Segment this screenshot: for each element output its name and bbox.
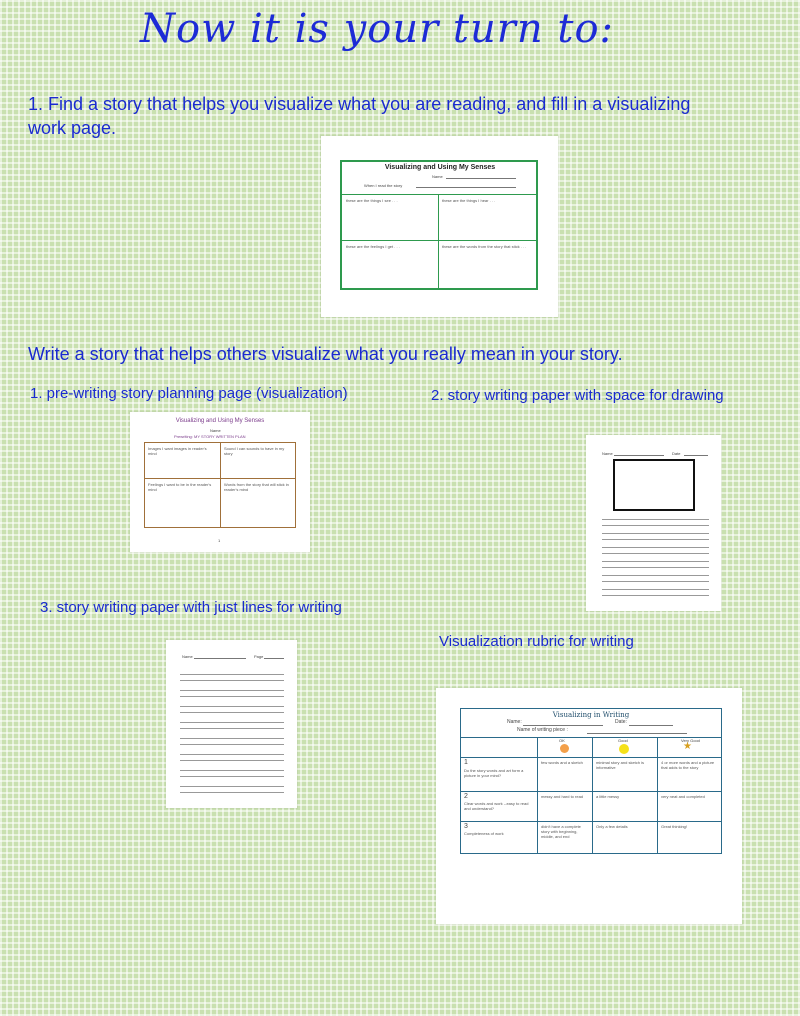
writing-line (602, 519, 709, 520)
worksheet-frame (340, 160, 538, 290)
grid-divider (537, 737, 538, 853)
drawing-writing-paper-thumbnail[interactable] (586, 435, 721, 611)
planning-cell: Images I want images in reader's mind (148, 446, 207, 456)
writing-line (602, 547, 709, 548)
step-2-instruction: Write a story that helps others visualize what you really mean in your story. (28, 344, 623, 364)
grid-divider (342, 240, 538, 241)
rubric-criterion: Clear words and work --easy to read and understand? (464, 801, 529, 811)
rubric-label: Visualization rubric for writing (439, 633, 634, 650)
writing-line (602, 581, 709, 582)
planning-page-number: 1 (218, 538, 221, 543)
rubric-date-label: Date: (615, 719, 627, 725)
step-1-instruction: 1. Find a story that helps you visualize what you are reading, and fill in a visualizing work page. (28, 94, 691, 138)
piece-line (587, 733, 687, 734)
item-1-label: 1. pre-writing story planning page (visualization) (30, 385, 348, 402)
worksheet-cell: these are the things I hear . . . (442, 198, 496, 203)
prewriting-planning-thumbnail[interactable] (130, 412, 310, 552)
writing-line (602, 539, 709, 540)
worksheet-cell: these are the words from the story that stick . . . (442, 244, 527, 249)
writing-line (602, 561, 709, 562)
planning-cell: Words from the story that will stick in reader's mind (224, 482, 289, 492)
writing-line (180, 744, 284, 745)
lined-name-label: Name (182, 654, 193, 659)
rubric-title: Visualizing in Writing (552, 711, 630, 719)
writing-line (180, 728, 284, 729)
story-line (416, 187, 516, 188)
writing-line (180, 680, 284, 681)
writing-line (180, 792, 284, 793)
writing-line (602, 533, 709, 534)
writing-line (180, 770, 284, 771)
grid-divider (438, 194, 439, 290)
star-icon: ★ (683, 741, 692, 752)
writing-line (180, 690, 284, 691)
ok-face-icon (560, 744, 569, 753)
writing-line (180, 754, 284, 755)
page-line (264, 658, 284, 659)
planning-subtitle: Prewriting: MY STORY WRITTEN PLAN (174, 434, 246, 439)
writing-line (180, 712, 284, 713)
visualization-rubric-thumbnail[interactable] (436, 688, 742, 924)
rubric-name-label: Name: (507, 719, 522, 725)
rubric-row-number: 3 (464, 823, 468, 830)
rubric-piece-label: Name of writing piece : (517, 727, 568, 733)
grid-divider (657, 737, 658, 853)
writing-line (602, 567, 709, 568)
rubric-cell: few words and a sketch (541, 760, 583, 765)
rubric-row-number: 2 (464, 793, 468, 800)
rubric-level: Very Good (681, 738, 700, 743)
writing-line (180, 696, 284, 697)
rubric-cell: Only a few details (596, 824, 628, 829)
date-line (629, 725, 673, 726)
worksheet-cell: these are the things I see . . . (346, 198, 398, 203)
rubric-cell: messy and hard to read (541, 794, 584, 799)
writing-line (180, 674, 284, 675)
paper-name-label: Name (602, 451, 613, 456)
rubric-criterion: Completeness of work (464, 831, 504, 836)
writing-line (602, 525, 709, 526)
planning-grid (144, 442, 296, 528)
rubric-row-number: 1 (464, 759, 468, 766)
writing-line (602, 589, 709, 590)
planning-sheet-title: Visualizing and Using My Senses (175, 418, 265, 424)
lined-writing-paper-thumbnail[interactable] (166, 640, 297, 808)
writing-line (602, 595, 709, 596)
rubric-cell: minimal story and sketch is informative (596, 760, 645, 770)
rubric-level: Good (618, 738, 628, 743)
worksheet-cell: these are the feelings I get . . . (346, 244, 400, 249)
writing-line (180, 760, 284, 761)
name-line (523, 725, 603, 726)
drawing-box (613, 459, 695, 511)
writing-line (602, 575, 709, 576)
grid-divider (342, 194, 538, 195)
name-line (614, 455, 664, 456)
writing-line (180, 786, 284, 787)
rubric-cell: 4 or more words and a picture that adds to the story (661, 760, 715, 770)
rubric-cell: Great thinking! (661, 824, 688, 829)
grid-divider (220, 443, 221, 527)
name-line (194, 658, 246, 659)
worksheet-name-label: Name (432, 174, 443, 179)
writing-line (180, 776, 284, 777)
name-line (446, 178, 516, 179)
worksheet-title: Visualizing and Using My Senses (384, 164, 496, 171)
item-2-label: 2. story writing paper with space for drawing (431, 387, 724, 404)
planning-name-label: Name (210, 428, 221, 433)
rubric-level: OK (559, 738, 565, 743)
rubric-frame (460, 708, 722, 854)
lined-page-label: Page (254, 654, 264, 659)
page-title: Now it is your turn to: (140, 6, 614, 52)
planning-cell: Feelings I want to be in the reader's mind (148, 482, 212, 492)
worksheet-story-label: When I read the story (364, 183, 403, 188)
writing-line (180, 738, 284, 739)
rubric-criterion: Do the story words and art form a picture in your mind? (464, 768, 524, 778)
writing-line (180, 722, 284, 723)
grid-divider (145, 478, 295, 479)
writing-line (602, 553, 709, 554)
smiley-icon (619, 744, 629, 754)
planning-cell: Sound I can sounds to have in my story (224, 446, 285, 456)
date-line (684, 455, 708, 456)
grid-divider (592, 737, 593, 853)
rubric-cell: didn't have a complete story with beginning, middle, and end (541, 824, 581, 839)
rubric-cell: very neat and completed (661, 794, 705, 799)
item-3-label: 3. story writing paper with just lines for writing (40, 599, 342, 616)
paper-date-label: Date (672, 451, 681, 456)
rubric-cell: a little messy (596, 794, 620, 799)
visualizing-worksheet-thumbnail[interactable] (321, 136, 558, 317)
writing-line (180, 706, 284, 707)
